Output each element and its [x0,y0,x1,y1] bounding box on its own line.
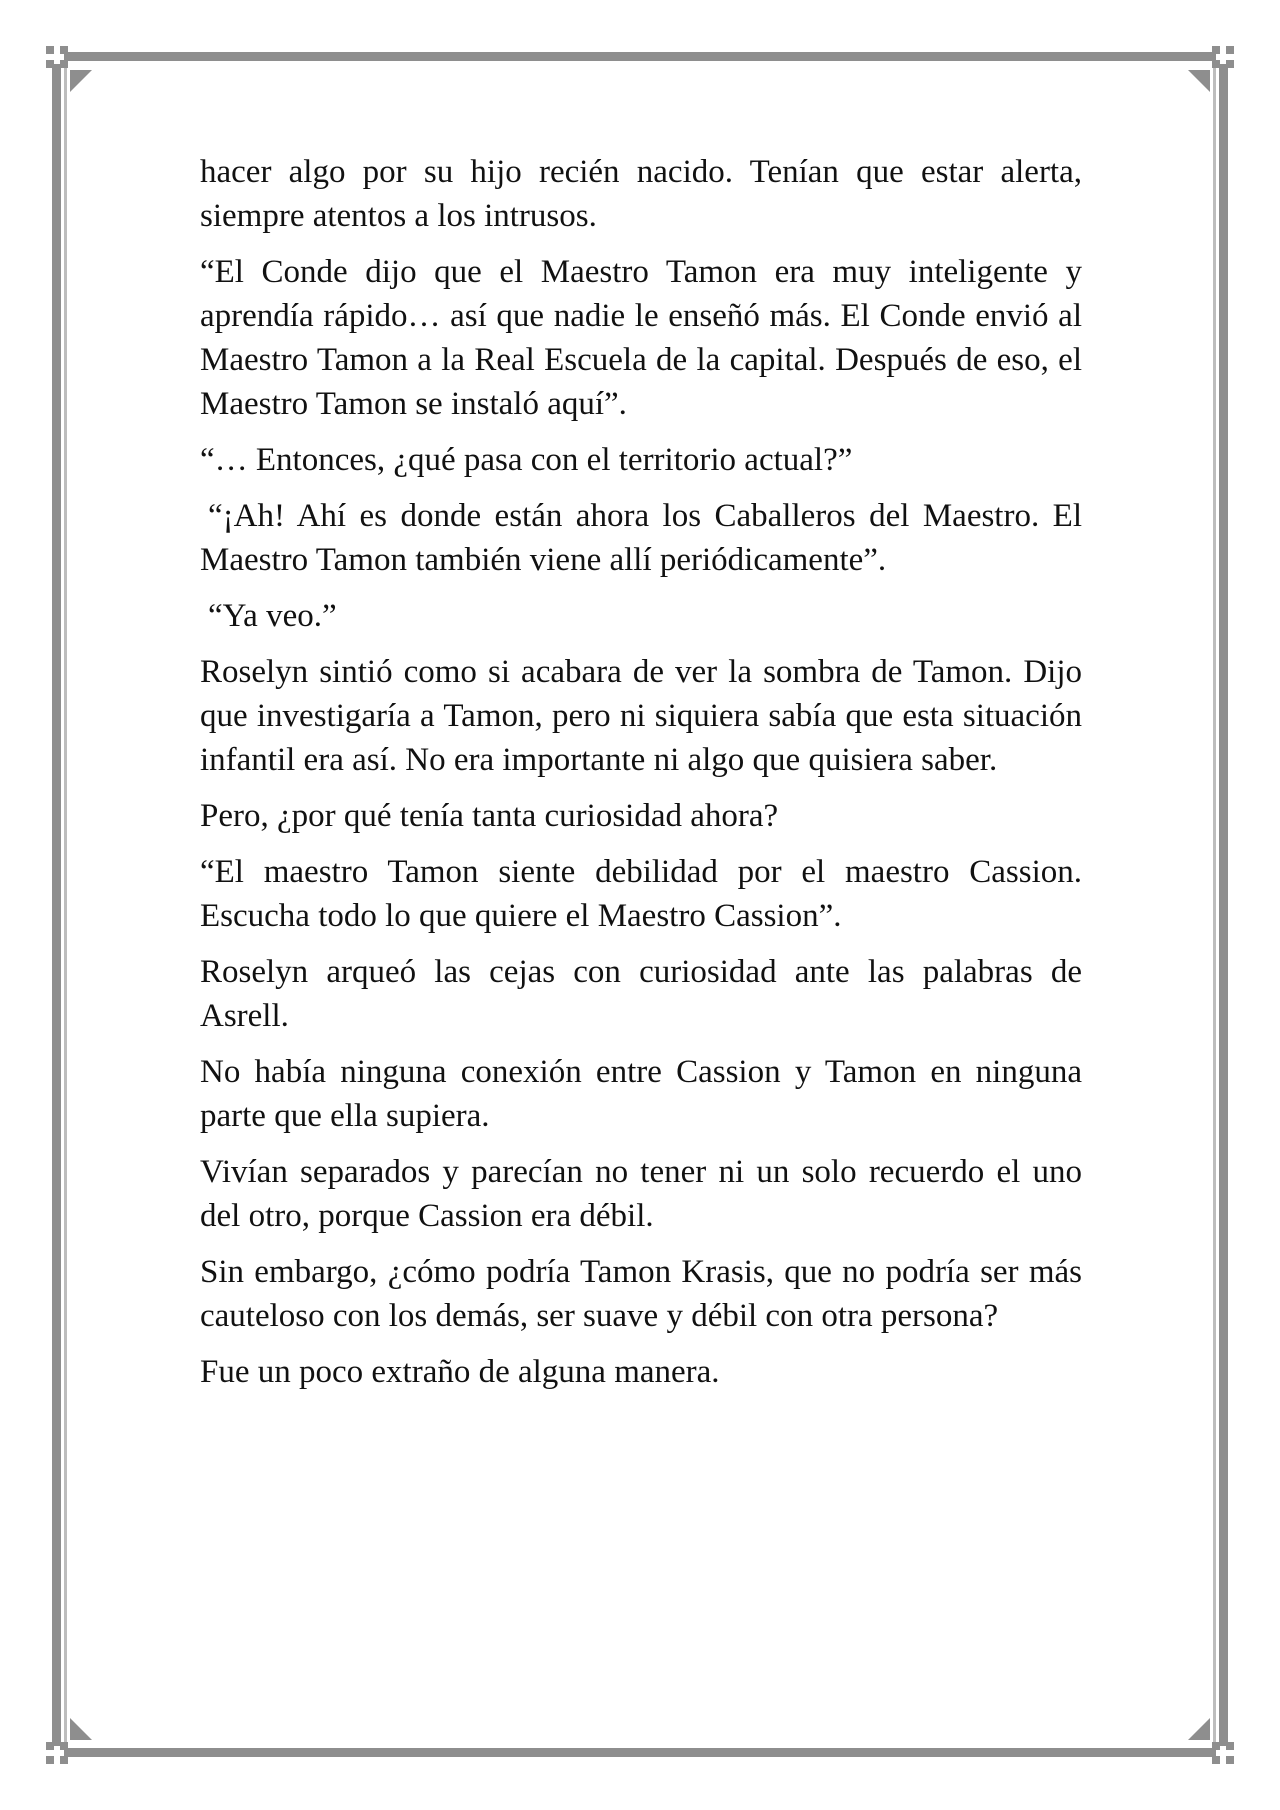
paragraph: No había ninguna conexión entre Cassion y Tamon en ninguna parte que ella supiera. [200,1054,1082,1134]
paragraph: Roselyn arqueó las cejas con curiosidad ante las palabras de Asrell. [200,954,1082,1034]
frame-top-border [64,52,1216,61]
square-knot-icon [1212,1742,1234,1764]
paragraph: Vivían separados y parecían no tener ni un solo recuerdo el uno del otro, porque Cassion era débil. [200,1154,1082,1234]
paragraph: “Ya veo.” [208,598,337,634]
page-text-body [200,150,1082,1406]
frame-right-border [1219,64,1228,1746]
paragraph: “El Conde dijo que el Maestro Tamon era muy inteligente y aprendía rápido… así que nadie le enseñó más. El Conde envió al Maestro Tamon a la Real Escuela de la capital. Después de eso, el Maestro Tamon se instaló aquí”. [200,254,1082,422]
square-knot-icon [1212,46,1234,68]
frame-left-inner-line [64,64,67,1746]
paragraph: Fue un poco extraño de alguna manera. [200,1354,720,1390]
frame-bottom-border [64,1748,1216,1757]
paragraph: “¡Ah! Ahí es donde están ahora los Caballeros del Maestro. El Maestro Tamon también viene allí periódicamente”. [200,498,1082,578]
paragraph: “… Entonces, ¿qué pasa con el territorio actual?” [200,442,853,478]
paragraph: hacer algo por su hijo recién nacido. Tenían que estar alerta, siempre atentos a los intrusos. [200,154,1082,234]
frame-left-border [52,64,61,1746]
triangle-corner-icon [70,70,92,92]
paragraph: Roselyn sintió como si acabara de ver la sombra de Tamon. Dijo que investigaría a Tamon, pero ni siquiera sabía que esta situación infantil era así. No era importante ni algo que quisiera saber. [200,654,1082,778]
triangle-corner-icon [1188,70,1210,92]
square-knot-icon [46,1742,68,1764]
paragraph: “El maestro Tamon siente debilidad por el maestro Cassion. Escucha todo lo que quiere el Maestro Cassion”. [200,854,1082,934]
paragraph: Sin embargo, ¿cómo podría Tamon Krasis, que no podría ser más cauteloso con los demás, ser suave y débil con otra persona? [200,1254,1082,1334]
frame-right-inner-line [1213,64,1216,1746]
triangle-corner-icon [1188,1718,1210,1740]
paragraph: Pero, ¿por qué tenía tanta curiosidad ahora? [200,798,779,834]
square-knot-icon [46,46,68,68]
triangle-corner-icon [70,1718,92,1740]
